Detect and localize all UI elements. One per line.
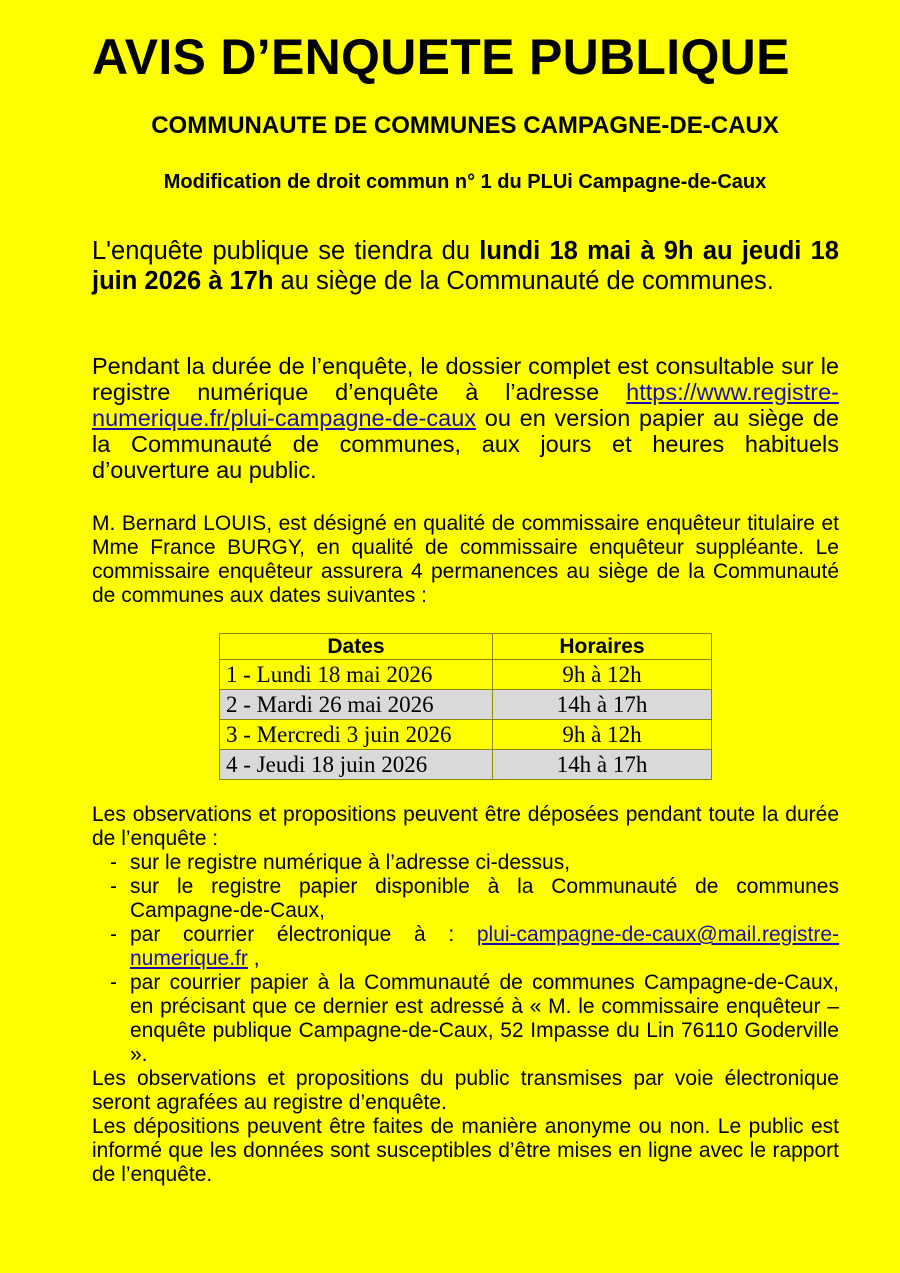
permanence-hours: 14h à 17h	[493, 750, 712, 780]
permanence-hours: 14h à 17h	[493, 690, 712, 720]
table-row	[220, 690, 712, 720]
intro-text-2: au siège de la Communauté de communes.	[273, 267, 774, 295]
observations-section	[92, 803, 839, 1187]
item-end: ,	[247, 947, 260, 970]
intro-text-1: L'enquête publique se tiendra du	[92, 237, 480, 265]
dossier-text-1: Pendant la durée de l’enquête, le dossier complet est consultable sur le registre numérique d’enquête à l’adresse	[92, 353, 839, 405]
list-item	[92, 875, 839, 923]
modification-heading: Modification de droit commun n° 1 du PLUi Campagne-de-Caux	[163, 171, 767, 193]
permanence-date: 3 - Mercredi 3 juin 2026	[220, 720, 493, 750]
registry-link[interactable]: https://www.registre-numerique.fr/plui-campagne-de-caux	[92, 379, 839, 431]
dossier-text-2: ou en version papier au siège de la Communauté de communes, aux jours et heures habituels d’ouverture au public.	[92, 405, 839, 483]
list-item	[92, 923, 839, 971]
email-link[interactable]: plui-campagne-de-caux@mail.registre-numerique.fr	[130, 923, 839, 970]
table-row	[220, 720, 712, 750]
dates-header: Dates	[220, 634, 493, 660]
observations-list	[92, 851, 839, 1067]
table-row	[220, 660, 712, 690]
anonymous-depositions-text: Les dépositions peuvent être faites de manière anonyme ou non. Le public est informé que les données sont susceptibles d’être mises en ligne avec le rapport de l’enquête.	[92, 1115, 839, 1186]
commissioner-paragraph: M. Bernard LOUIS, est désigné en qualité de commissaire enquêteur titulaire et Mme France BURGY, en qualité de commissaire enquêteur suppléante. Le commissaire enquêteur assurera 4 permanences au siège de la Communauté de communes aux dates suivantes :	[92, 512, 839, 607]
list-item	[92, 971, 839, 1067]
permanence-hours: 9h à 12h	[493, 720, 712, 750]
page-title: AVIS D’ENQUETE PUBLIQUE	[92, 29, 790, 85]
item-text: par courrier papier à la Communauté de communes Campagne-de-Caux, en précisant que ce dernier est adressé à « M. le commissaire enquêteur – enquête publique Campagne-de-Caux, 52 Impasse du Lin 76110 Goderville ».	[130, 971, 839, 1066]
list-item	[92, 851, 839, 875]
item-text: par courrier électronique à :	[130, 923, 477, 946]
permanence-date: 1 - Lundi 18 mai 2026	[220, 660, 493, 690]
community-name: COMMUNAUTE DE COMMUNES CAMPAGNE-DE-CAUX	[151, 112, 779, 139]
table-row	[220, 750, 712, 780]
list-dash: -	[110, 875, 117, 898]
observations-intro: Les observations et propositions peuvent être déposées pendant toute la durée de l’enquête :	[92, 803, 839, 850]
inquiry-dates: lundi 18 mai à 9h au jeudi 18 juin 2026 à 17h	[92, 237, 839, 295]
list-dash: -	[110, 971, 117, 994]
permanence-hours: 9h à 12h	[493, 660, 712, 690]
electronic-observations-text: Les observations et propositions du public transmises par voie électronique seront agrafées au registre d’enquête.	[92, 1067, 839, 1114]
table-header-row	[220, 634, 712, 660]
item-text: sur le registre papier disponible à la Communauté de communes Campagne-de-Caux,	[130, 875, 839, 922]
inquiry-dates-paragraph	[92, 236, 839, 296]
permanences-table	[219, 633, 712, 780]
dossier-paragraph	[92, 353, 839, 483]
list-dash: -	[110, 851, 117, 874]
permanence-date: 4 - Jeudi 18 juin 2026	[220, 750, 493, 780]
hours-header: Horaires	[493, 634, 712, 660]
permanence-date: 2 - Mardi 26 mai 2026	[220, 690, 493, 720]
item-text: sur le registre numérique à l’adresse ci-dessus,	[130, 851, 571, 874]
list-dash: -	[110, 923, 117, 946]
